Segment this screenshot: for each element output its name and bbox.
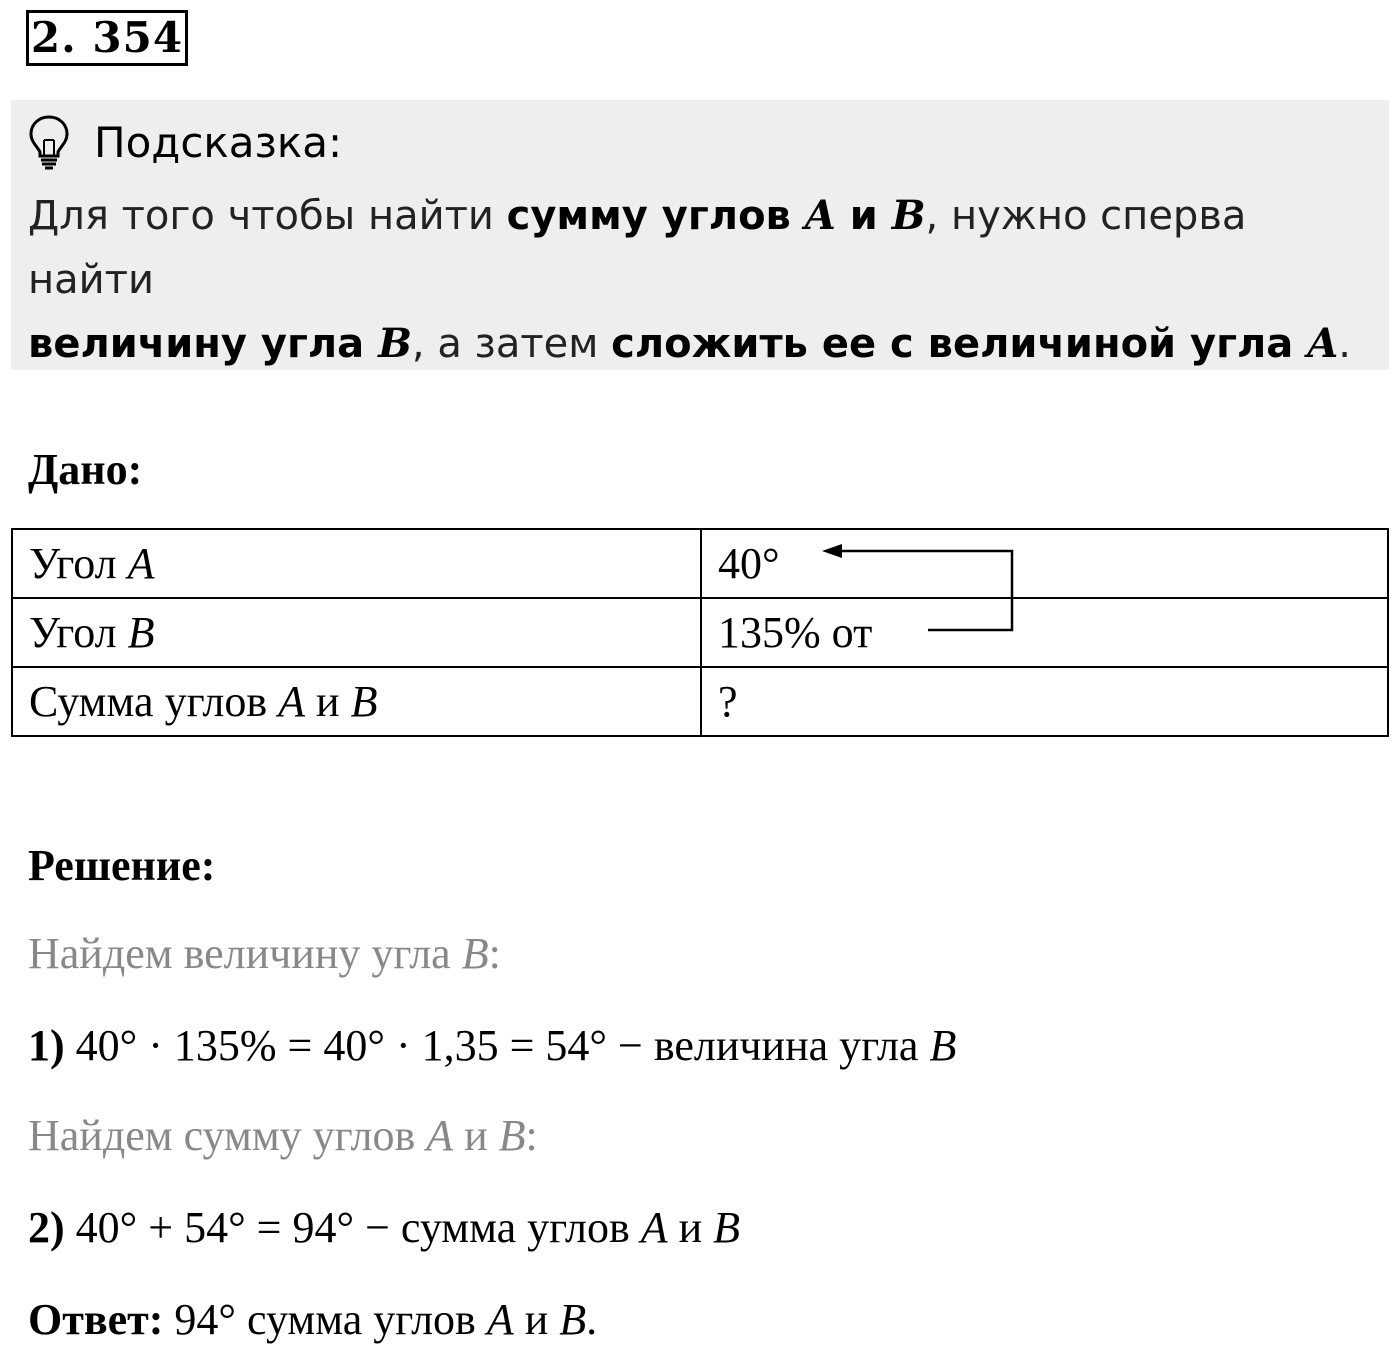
solution-label: Решение: <box>28 841 216 890</box>
hint-text: Для того чтобы найти сумму углов A и B, нужно сперва найти величину угла B, а затем сложить ее с величиной угла A. <box>28 192 1351 367</box>
given-value-cell: 135% от <box>701 598 1388 667</box>
problem-number: 2. 354 <box>26 10 188 66</box>
given-name-cell: Угол B <box>12 598 701 667</box>
given-label: Дано: <box>28 445 143 494</box>
given-value-cell: ? <box>701 667 1388 736</box>
given-value-cell: 40° <box>701 529 1388 598</box>
given-name-cell: Сумма углов A и B <box>12 667 701 736</box>
given-name-cell: Угол A <box>12 529 701 598</box>
step1-calculation: 1) 40° · 135% = 40° · 1,35 = 54° − величина угла B <box>28 1021 957 1070</box>
answer-line: Ответ: 94° сумма углов A и B. <box>28 1295 598 1344</box>
hint-title: Подсказка: <box>94 117 343 167</box>
step2-intro: Найдем сумму углов A и B: <box>28 1111 538 1160</box>
step2-calculation: 2) 40° + 54° = 94° − сумма углов A и B <box>28 1203 741 1252</box>
step1-intro: Найдем величину угла B: <box>28 929 501 978</box>
